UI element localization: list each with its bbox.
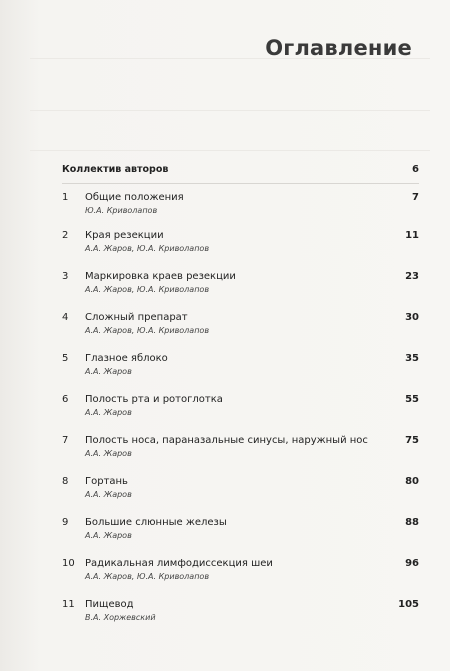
chapter-page-number: 7 bbox=[412, 192, 419, 203]
toc-entry-row bbox=[62, 229, 419, 243]
chapter-title: Большие слюнные железы bbox=[85, 517, 227, 528]
chapter-authors: А.А. Жаров bbox=[85, 449, 132, 458]
chapter-authors: А.А. Жаров bbox=[85, 367, 132, 376]
toc-entry[interactable] bbox=[62, 393, 419, 419]
toc-collective-row[interactable] bbox=[62, 163, 419, 177]
chapter-title: Сложный препарат bbox=[85, 312, 188, 323]
toc-entry[interactable] bbox=[62, 270, 419, 296]
toc-entry[interactable] bbox=[62, 516, 419, 542]
chapter-page-number: 11 bbox=[405, 230, 419, 241]
chapter-page-number: 55 bbox=[405, 394, 419, 405]
toc-entry-row bbox=[62, 270, 419, 284]
toc-entry[interactable] bbox=[62, 598, 419, 624]
ghost-line bbox=[30, 150, 430, 151]
toc-entry[interactable] bbox=[62, 557, 419, 583]
chapter-number: 10 bbox=[62, 558, 75, 569]
toc-entry[interactable] bbox=[62, 229, 419, 255]
chapter-title: Общие положения bbox=[85, 192, 184, 203]
chapter-number: 8 bbox=[62, 476, 69, 487]
chapter-number: 6 bbox=[62, 394, 69, 405]
chapter-authors: А.А. Жаров bbox=[85, 490, 132, 499]
chapter-title: Радикальная лимфодиссекция шеи bbox=[85, 558, 273, 569]
chapter-page-number: 80 bbox=[405, 476, 419, 487]
chapter-title: Полость носа, параназальные синусы, наружный нос bbox=[85, 435, 368, 446]
toc-entry-row bbox=[62, 598, 419, 612]
toc-entry-row bbox=[62, 475, 419, 489]
toc-entry-row bbox=[62, 557, 419, 571]
chapter-number: 1 bbox=[62, 192, 69, 203]
chapter-title: Края резекции bbox=[85, 230, 164, 241]
chapter-page-number: 105 bbox=[398, 599, 419, 610]
page-title: Оглавление bbox=[265, 36, 412, 60]
chapter-authors: А.А. Жаров bbox=[85, 531, 132, 540]
chapter-authors: А.А. Жаров, Ю.А. Криволапов bbox=[85, 572, 210, 581]
chapter-title: Глазное яблоко bbox=[85, 353, 168, 364]
chapter-title: Полость рта и ротоглотка bbox=[85, 394, 223, 405]
toc-entry-row bbox=[62, 393, 419, 407]
toc-entry-row bbox=[62, 434, 419, 448]
chapter-page-number: 88 bbox=[405, 517, 419, 528]
chapter-authors: А.А. Жаров, Ю.А. Криволапов bbox=[85, 285, 210, 294]
chapter-page-number: 75 bbox=[405, 435, 419, 446]
chapter-authors: Ю.А. Криволапов bbox=[85, 206, 158, 215]
chapter-authors: А.А. Жаров, Ю.А. Криволапов bbox=[85, 244, 210, 253]
chapter-authors: В.А. Хоржевский bbox=[85, 613, 156, 622]
chapter-page-number: 35 bbox=[405, 353, 419, 364]
toc-entry[interactable] bbox=[62, 311, 419, 337]
chapter-authors: А.А. Жаров, Ю.А. Криволапов bbox=[85, 326, 210, 335]
toc-entry[interactable] bbox=[62, 475, 419, 501]
toc-entry-row bbox=[62, 191, 419, 205]
collective-page: 6 bbox=[412, 164, 419, 175]
toc-entry[interactable] bbox=[62, 434, 419, 460]
chapter-page-number: 30 bbox=[405, 312, 419, 323]
toc-entry-row bbox=[62, 311, 419, 325]
toc-entries bbox=[62, 191, 419, 624]
toc-entry[interactable] bbox=[62, 352, 419, 378]
table-of-contents bbox=[62, 163, 419, 639]
divider bbox=[62, 183, 419, 184]
chapter-number: 2 bbox=[62, 230, 69, 241]
toc-entry[interactable] bbox=[62, 191, 419, 217]
chapter-page-number: 23 bbox=[405, 271, 419, 282]
chapter-number: 3 bbox=[62, 271, 69, 282]
collective-label: Коллектив авторов bbox=[62, 164, 169, 175]
chapter-page-number: 96 bbox=[405, 558, 419, 569]
toc-entry-row bbox=[62, 516, 419, 530]
ghost-line bbox=[30, 110, 430, 111]
chapter-title: Гортань bbox=[85, 476, 128, 487]
chapter-number: 11 bbox=[62, 599, 75, 610]
chapter-title: Маркировка краев резекции bbox=[85, 271, 236, 282]
chapter-number: 4 bbox=[62, 312, 69, 323]
chapter-number: 9 bbox=[62, 517, 69, 528]
chapter-authors: А.А. Жаров bbox=[85, 408, 132, 417]
chapter-title: Пищевод bbox=[85, 599, 134, 610]
toc-entry-row bbox=[62, 352, 419, 366]
chapter-number: 5 bbox=[62, 353, 69, 364]
chapter-number: 7 bbox=[62, 435, 69, 446]
